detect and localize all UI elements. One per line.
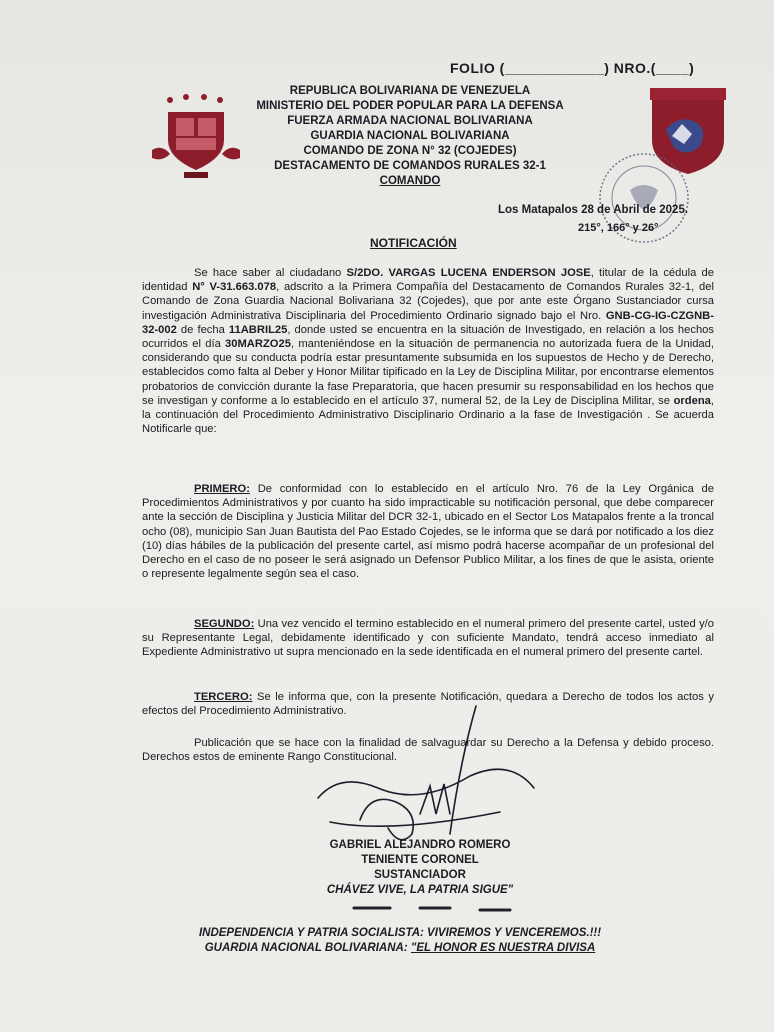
- case-date: 11ABRIL25: [228, 323, 288, 336]
- paragraph-primero: [142, 482, 714, 581]
- text-run: , la continuación del Procedimiento Administrativo Disciplinario Ordinario a la fase de Investigación . Se acuerda Notificarle que:: [142, 394, 714, 436]
- gnb-crest-emblem: [148, 88, 244, 184]
- paragraph-intro: [142, 266, 714, 436]
- signatory-slogan: CHÁVEZ VIVE, LA PATRIA SIGUE": [326, 884, 514, 896]
- historical-years-reference: 215°, 166° y 26°: [578, 222, 659, 234]
- signature-block: [300, 838, 540, 898]
- header-line: GUARDIA NACIONAL BOLIVARIANA: [310, 130, 510, 142]
- footer-line: INDEPENDENCIA Y PATRIA SOCIALISTA: VIVIREMOS Y VENCEREMOS.!!!: [198, 927, 602, 939]
- text-run: Publicación que se hace con la finalidad de salvaguardar su Derecho a la Defensa y debido proceso. Derechos estos de eminente Rango Constitucional.: [142, 737, 714, 764]
- folio-line: FOLIO (____________) NRO.(____): [450, 60, 695, 76]
- text-run: Se le informa que, con la presente Notificación, quedara a Derecho de todos los actos y efectos del Procedimiento Administrativo.: [142, 691, 714, 718]
- footer-mottos: [180, 926, 620, 956]
- event-date: 30MARZO25: [225, 338, 291, 351]
- handwritten-signature: [300, 702, 540, 852]
- place-and-date: Los Matapalos 28 de Abril de 2025.: [498, 204, 689, 216]
- footer-text: GUARDIA NACIONAL BOLIVARIANA:: [204, 942, 411, 954]
- section-label: SEGUNDO:: [194, 618, 255, 630]
- decorative-marks: [350, 898, 520, 918]
- text-run: Se hace saber al ciudadano: [194, 267, 347, 279]
- section-label: TERCERO:: [194, 691, 253, 703]
- header-line: FUERZA ARMADA NACIONAL BOLIVARIANA: [287, 115, 533, 127]
- text-run: de fecha: [176, 323, 229, 336]
- letterhead: [250, 84, 570, 189]
- id-number: N° V-31.663.078: [192, 281, 277, 294]
- header-line: COMANDO DE ZONA N° 32 (COJEDES): [303, 145, 517, 157]
- text-run: , adscrito a la Primera Compañía del Destacamento de Comandos Rurales 32-1, del Comando de Zona Guardia Nacional Bolivariana 32 (Cojedes), que por ante este Órgano Sustanciador cursa investigación Administrativa Disciplinaria del Procedimiento Ordinario signado bajo el Nro.: [142, 281, 714, 322]
- paragraph-segundo: [142, 617, 714, 660]
- investigated-name: S/2DO. VARGAS LUCENA ENDERSON JOSE: [346, 267, 591, 279]
- signatory-role: SUSTANCIADOR: [374, 869, 466, 881]
- ordena-word: ordena: [673, 394, 711, 407]
- signatory-name: GABRIEL ALEJANDRO ROMERO: [329, 839, 511, 851]
- text-run: , titular de la cédula de identidad: [142, 267, 714, 294]
- footer-line: [180, 941, 620, 956]
- text-run: , donde usted se encuentra en la situación de Investigado, en relación a los hechos ocurridos el día: [142, 323, 714, 351]
- text-run: De conformidad con lo establecido en el artículo Nro. 76 de la Ley Orgánica de Procedimientos Administrativos y por cuanto ha sido impracticable su notificación personal, que debe comparecer ante la sección de Disciplina y Justicia Militar del DCR 32-1, ubicado en el Sector Los Matapalos frente a la troncal ocho (08), municipio San Juan Bautista del Pao Estado Cojedes, se le informa que se dará por notificado a los diez (10) días hábiles de la publicación del presente cartel, así mismo podrá hacerse acompañar de un profesional del Derecho en el caso de no poseer le será asignado un Defensor Publico Militar, a los fines de que le asista, oriente o represente legalmente según sea el caso.: [142, 483, 714, 581]
- section-label: PRIMERO:: [194, 483, 250, 495]
- text-run: Una vez vencido el termino establecido en el numeral primero del presente cartel, usted y/o su Representante Legal, debidamente identificado y con suficiente Mandato, tendrá acceso inmediato al Expediente Administrativo ut supra mencionado en la sede identificada en el numeral primero del presente cartel.: [142, 618, 714, 659]
- text-run: , manteniéndose en la situación de permanencia no autorizada fuera de la Unidad, considerando que su conducta podría estar presuntamente subsumida en los supuestos de Hecho y de Derecho, establecidos como falta al Deber y Honor Militar tipificado en la Ley de Disciplina Militar, por encontrarse elementos probatorios de convicción durante la fase Preparatoria, que hacen presumir su responsabilidad en los hechos que se investigan y conforme a lo establecido en el artículo 37, numeral 52, de la Ley de Disciplina Militar, se: [142, 338, 714, 407]
- header-line: DESTACAMENTO DE COMANDOS RURALES 32-1: [274, 160, 546, 172]
- document-title: NOTIFICACIÓN: [370, 236, 457, 250]
- footer-motto: "EL HONOR ES NUESTRA DIVISA: [410, 942, 596, 954]
- case-number: GNB-CG-IG-CZGNB-32-002: [142, 309, 714, 336]
- header-line: MINISTERIO DEL PODER POPULAR PARA LA DEFENSA: [256, 100, 564, 112]
- signatory-rank: TENIENTE CORONEL: [361, 854, 479, 866]
- header-line: COMANDO: [379, 175, 441, 187]
- header-line: REPUBLICA BOLIVARIANA DE VENEZUELA: [289, 85, 531, 97]
